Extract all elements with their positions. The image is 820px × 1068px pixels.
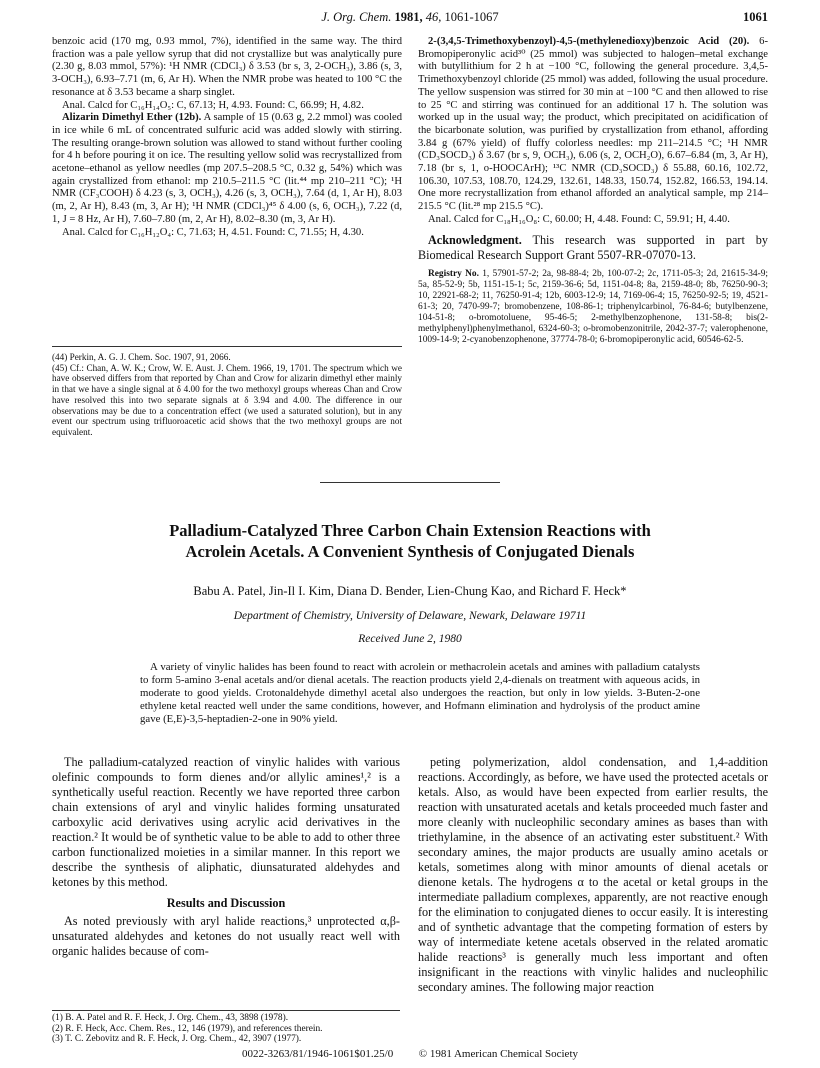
acknowledgment-text: This research was supported in part by Biomedical Research Support Grant 5507-RR-07070-13. <box>418 232 768 262</box>
paragraph-text: A sample of 15 (0.63 g, 2.2 mmol) was cooled in ice while 6 mL of concentrated sulfuric acid was added slowly with stirring. The resulting orange-brown solution was allowed to stand without further cooling for 4 h before pouring it on ice. The resulting yellow solid was recrystallized from acetone–ethanol as yellow needles (mp 207.5–208.5 °C, 0.32 g, 54%) which was again crystallized from ethanol: mp 210.5–211.5 °C (lit.⁴⁴ mp 210–211 °C); ¹H NMR (CF₃COOH) δ 4.23 (s, 3, OCH₃), 4.26 (s, 3, OCH₃), 7.64 (d, 1, Ar H), 8.03 (m, 2, Ar H), 8.43 (m, 3, Ar H); ¹H NMR (CDCl₃)⁴⁵ δ 4.00 (s, 6, OCH₃), 7.22 (d, 1, J = 8 Hz, Ar H), 7.60–7.80 (m, 2, Ar H), 8.02–8.30 (m, 3, Ar H). <box>52 112 402 225</box>
paragraph <box>52 112 402 226</box>
paragraph: benzoic acid (170 mg, 0.93 mmol, 7%), identified in the same way. The third fraction was a pale yellow syrup that did not crystallize but was analytically pure (2.30 g, 8.03 mmol, 57%): ¹H NMR (CDCl₃) δ 3.53 (br s, 3, 2-OCH₃), 3.86 (s, 3, 3-OCH₃), 6.93–7.71 (m, 6, Ar H). When the NMR probe was heated to 100 °C the resonance at δ 3.53 became a sharp singlet. <box>52 36 402 98</box>
reference-3: (3) T. C. Zebovitz and R. F. Heck, J. Org. Chem., 42, 3907 (1977). <box>52 1034 302 1045</box>
paragraph: Anal. Calcd for C₁₆H₁₂O₄: C, 71.63; H, 4.51. Found: C, 71.55; H, 4.30. <box>62 226 364 238</box>
section-heading: Results and Discussion <box>166 896 286 910</box>
running-header <box>0 10 820 26</box>
affiliation: Department of Chemistry, University of Delaware, Newark, Delaware 19711 <box>233 610 587 622</box>
registry-text: 1, 57901-57-2; 2a, 98-88-4; 2b, 100-07-2; 2c, 1711-05-3; 2d, 21615-34-9; 5a, 85-52-9; 5b, 1151-15-1; 5c, 2159-36-6; 5d, 1151-04-8; 8a, 2159-48-0; 8b, 76250-90-3; 10, 22921-68-2; 11, 76250-91-4; 12b, 6003-12-9; 14, 7169-06-4; 15, 76250-92-5; 19, 4521-61-3; 20, 7470-99-7; bromobenzene, 108-86-1; triphenylcarbinol, 76-84-6; butylbenzene, 104-51-8; o-bromotoluene, 95-46-5; 2-methylbenzophenone, 131-58-8; bis(2-methylphenyl)phenylmethanol, 6324-60-3; o-bromobenzonitrile, 2042-37-7; valerophenone, 1009-14-9; 2-cyanobenzophenone, 37774-78-0; 6-bromopiperonylic acid, 60546-62-5. <box>418 268 768 345</box>
article-title <box>40 520 780 562</box>
journal-volume: 46, <box>425 10 442 24</box>
paragraph: As noted previously with aryl halide reactions,³ unprotected α,β-unsaturated aldehydes and ketones do not usually react well with organic halides because of com- <box>52 914 400 958</box>
top-right-column <box>418 36 768 346</box>
copyright: © 1981 American Chemical Society <box>418 1048 578 1060</box>
received-date: Received June 2, 1980 <box>358 633 462 645</box>
journal-citation <box>0 10 820 25</box>
footnotes-top-left <box>52 352 402 438</box>
authors: Babu A. Patel, Jin-Il I. Kim, Diana D. Bender, Lien-Chung Kao, and Richard F. Heck* <box>193 584 627 598</box>
registry-numbers <box>418 269 768 346</box>
body-right-column <box>418 755 768 995</box>
paragraph: peting polymerization, aldol condensation, and 1,4-addition reactions. Accordingly, as before, we have used the protected acetals or ketals. Also, as would have been expected from earlier results, the reaction with unsaturated acetals and ketals proceeded much faster and more cleanly with nucleophilic secondary amines as bases than with triethylamine, in the absence of an activating ester substituent.² With secondary amines, the major products are usually amino acetals or ketals, sometimes along with minor amounts of dienal acetals or dienone ketals. The hydrogens α to the acetal or ketal groups in the intermediate palladium complexes, apparently, are not reactive enough for the elimination to conjugated dienes to occur easily. It is interesting and of synthetic advantage that the competing formation of esters by way of intermediate ketene acetals observed in the related aromatic halide reactions³ is generally much less important and often insignificant in the reactions with vinylic halides and nucleophilic secondary amines. The following major reaction <box>418 755 768 994</box>
paragraph-text: 6-Bromopiperonylic acid³⁰ (25 mmol) was subjected to halogen–metal exchange with butyllithium for 2 h at −100 °C, following the general procedure. 3,4,5-Trimethoxybenzoyl chloride (25 mmol) was added, following the usual procedure. The yellow suspension was stirred for 30 min at −100 °C and then allowed to rise to 25 °C and stirring was continued for an additional 17 h. The solution was worked up in the usual way; the product, which precipitated on acidification of the bicarbonate solution, was purified by crystallization from ethanol, affording 3.84 g (67% yield) of fluffy colorless needles: mp 211–214.5 °C; ¹H NMR (CD₃SOCD₃) δ 3.67 (br s, 9, OCH₃), 6.06 (s, 2, OCH₂O), 6.67–6.84 (m, 3, Ar H), 7.18 (br s, 1, o-HOOCArH); ¹³C NMR (CD₃SOCD₃) δ 55.88, 60.16, 102.72, 106.30, 107.53, 108.70, 124.29, 132.61, 148.33, 150.74, 152.82, 166.53, 194.14. One more recrystallization from ethanol afforded an analytical sample, mp 214–215.5 °C (lit.²⁸ mp 215.5 °C). <box>418 36 769 213</box>
abstract: A variety of vinylic halides has been found to react with acrolein or methacrolein acetals and amines with palladium catalysts to form 5-amino 3-enal acetals and/or dienal acetals. The reaction products yield 2,4-dienals on treatment with aqueous acids, in moderate to good yields. Crotonaldehyde dimethyl acetal also undergoes the reaction, but only in low yields. 3-Buten-2-one ethylene ketal reacted well under the same conditions, however, and Hofmann elimination and hydrolysis of the product amine gave (E,E)-3,5-heptadien-2-one in 90% yield. <box>140 661 700 725</box>
footnote-rule <box>52 346 402 347</box>
compound-heading: 2-(3,4,5-Trimethoxybenzoyl)-4,5-(methylenedioxy)benzoic Acid (20). <box>428 36 750 47</box>
page-footer <box>0 1048 820 1060</box>
references-rule <box>52 1010 400 1011</box>
registry-heading: Registry No. <box>428 268 479 279</box>
journal-name: J. Org. Chem. <box>321 10 392 24</box>
paragraph: Anal. Calcd for C₁₆H₁₄O₅: C, 67.13; H, 4.93. Found: C, 66.99; H, 4.82. <box>62 99 364 111</box>
paragraph: The palladium-catalyzed reaction of vinylic halides with various olefinic compounds to form dienes and/or allylic amines¹,² is a synthetically useful reaction. Recently we have reported three carbon chain extensions of aryl and vinylic halides forming unsaturated carboxylic acid derivatives using acrylic acid derivatives in the reaction.² It would be of synthetic value to be able to add to other three carbon functionalized moieties in a similar manner. In this report we describe the synthesis of aliphatic, diunsaturated aldehydes and ketones by this method. <box>52 755 400 889</box>
paragraph: Anal. Calcd for C₁₈H₁₆O₈: C, 60.00; H, 4.48. Found: C, 59.91; H, 4.40. <box>428 213 730 225</box>
footnote-45: (45) Cf.: Chan, A. W. K.; Crow, W. E. Aust. J. Chem. 1966, 19, 1701. The spectrum which we have observed differs from that reported by Chan and Crow for alizarin dimethyl ether mainly in that we have a single signal at δ 4.00 for the two methoxyl groups whereas Chan and Crow have resolved this into two separate signals at δ 3.94 and 4.00. The difference in our observations may be due to a concentration effect (we used a saturated solution), but in any event our spectrum using trifluoroacetic acid shows that the two methoxyl groups are not equivalent. <box>52 362 402 437</box>
journal-pages: 1061-1067 <box>444 10 499 24</box>
page-number: 1061 <box>743 10 768 24</box>
compound-heading: Alizarin Dimethyl Ether (12b). <box>62 112 202 124</box>
acknowledgment <box>418 233 768 263</box>
acknowledgment-heading: Acknowledgment. <box>428 232 522 247</box>
reference-2: (2) R. F. Heck, Acc. Chem. Res., 12, 146 (1979), and references therein. <box>52 1023 323 1034</box>
title-line: Acrolein Acetals. A Convenient Synthesis of Conjugated Dienals <box>185 542 635 561</box>
paragraph <box>418 36 768 214</box>
footnote-44: (44) Perkin, A. G. J. Chem. Soc. 1907, 91, 2066. <box>52 352 231 362</box>
article-separator <box>320 482 500 483</box>
article-code: 0022-3263/81/1946-1061$01.25/0 <box>241 1048 394 1060</box>
body-left-column <box>52 755 400 959</box>
top-left-column <box>52 36 402 239</box>
references <box>52 1013 412 1045</box>
journal-year: 1981, <box>394 10 423 24</box>
title-line: Palladium-Catalyzed Three Carbon Chain Extension Reactions with <box>169 521 651 540</box>
reference-1: (1) B. A. Patel and R. F. Heck, J. Org. Chem., 43, 3898 (1978). <box>52 1013 289 1023</box>
